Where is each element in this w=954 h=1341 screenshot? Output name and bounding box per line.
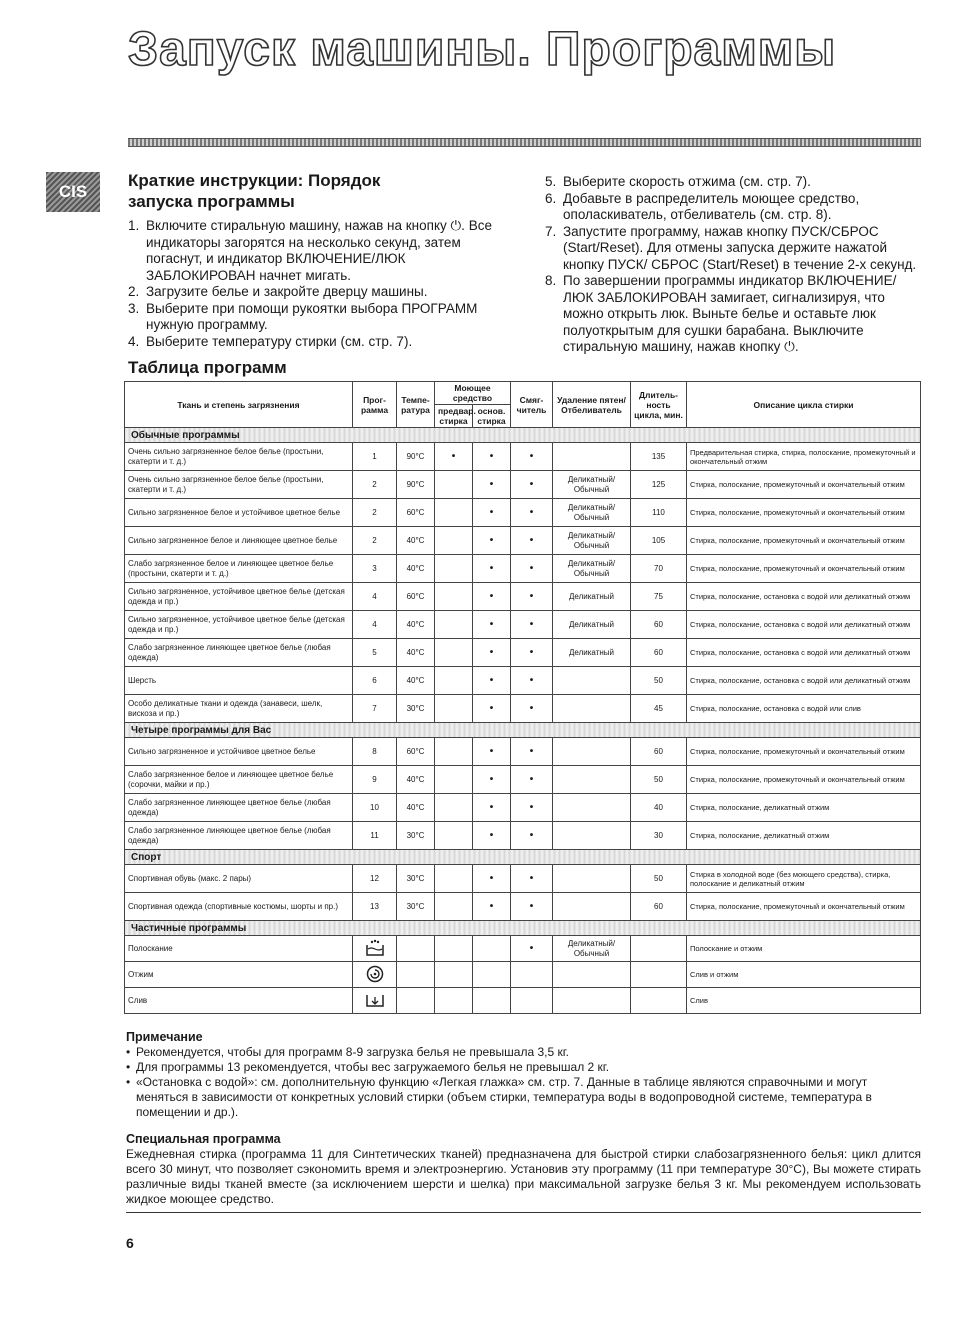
table-row	[125, 695, 921, 723]
cell-program: 10	[353, 794, 397, 822]
step-number: 8.	[545, 273, 557, 288]
cell-fabric: Слабо загрязненное линяющее цветное белье (любая одежда)	[125, 794, 353, 822]
cell-softener: •	[511, 936, 553, 962]
cell-program	[353, 962, 397, 988]
table-row	[125, 865, 921, 893]
cell-main-wash: •	[473, 695, 511, 723]
cell-fabric: Спортивная одежда (спортивные костюмы, шорты и пр.)	[125, 893, 353, 921]
step-text: Запустите программу, нажав кнопку ПУСК/СБРОС (Start/Reset). Для отмены запуска держите нажатой кнопку ПУСК/ СБРОС (Start/Reset) в течение 2-х секунд.	[563, 223, 917, 272]
cell-softener: •	[511, 555, 553, 583]
cell-fabric: Сильно загрязненное, устойчивое цветное белье (детская одежда и пр.)	[125, 583, 353, 611]
cell-softener: •	[511, 527, 553, 555]
cell-duration	[631, 988, 687, 1014]
steps-list-left	[128, 218, 508, 350]
cell-description: Стирка, полоскание, промежуточный и окончательный отжим	[687, 738, 921, 766]
cell-program: 6	[353, 667, 397, 695]
cell-main-wash	[473, 988, 511, 1014]
cell-softener: •	[511, 822, 553, 850]
cell-program: 4	[353, 611, 397, 639]
table-row	[125, 766, 921, 794]
table-group-row	[125, 428, 921, 443]
cell-softener: •	[511, 667, 553, 695]
header-desc: Описание цикла стирки	[687, 382, 921, 428]
cell-main-wash: •	[473, 555, 511, 583]
cell-stain	[553, 865, 631, 893]
header-temp: Темпе-ратура	[397, 382, 435, 428]
cell-program	[353, 936, 397, 962]
cell-temp: 40°C	[397, 555, 435, 583]
cell-prewash	[435, 936, 473, 962]
cell-prewash	[435, 527, 473, 555]
table-row	[125, 822, 921, 850]
table-row	[125, 639, 921, 667]
cell-description: Слив и отжим	[687, 962, 921, 988]
cell-fabric: Сильно загрязненное, устойчивое цветное белье (детская одежда и пр.)	[125, 611, 353, 639]
cell-temp: 40°C	[397, 611, 435, 639]
cell-stain: Деликатный/ Обычный	[553, 555, 631, 583]
cell-program: 2	[353, 499, 397, 527]
step-item	[545, 191, 921, 224]
cell-temp	[397, 962, 435, 988]
quick-heading-line1: Краткие инструкции: Порядок	[128, 171, 381, 190]
table-row	[125, 962, 921, 988]
table-row	[125, 738, 921, 766]
title-rule	[128, 138, 921, 147]
cell-prewash	[435, 738, 473, 766]
cell-main-wash: •	[473, 822, 511, 850]
cell-stain	[553, 794, 631, 822]
cell-stain	[553, 695, 631, 723]
cell-softener	[511, 962, 553, 988]
cell-temp: 90°C	[397, 471, 435, 499]
cell-duration: 50	[631, 865, 687, 893]
cell-temp: 60°C	[397, 583, 435, 611]
cell-prewash	[435, 822, 473, 850]
cell-description: Стирка, полоскание, остановка с водой или деликатный отжим	[687, 583, 921, 611]
cell-fabric: Полоскание	[125, 936, 353, 962]
cell-main-wash: •	[473, 738, 511, 766]
step-item	[545, 273, 921, 356]
cell-duration: 45	[631, 695, 687, 723]
cell-main-wash: •	[473, 611, 511, 639]
step-number: 1.	[128, 218, 140, 233]
cell-prewash	[435, 794, 473, 822]
cell-fabric: Отжим	[125, 962, 353, 988]
cell-prewash	[435, 667, 473, 695]
cell-description: Стирка, полоскание, промежуточный и окончательный отжим	[687, 893, 921, 921]
cell-duration: 125	[631, 471, 687, 499]
cell-prewash: •	[435, 443, 473, 471]
cell-program: 12	[353, 865, 397, 893]
step-item	[545, 224, 921, 274]
group-name: Спорт	[125, 850, 921, 865]
cell-softener: •	[511, 499, 553, 527]
cell-duration: 135	[631, 443, 687, 471]
note-heading: Примечание	[126, 1030, 203, 1044]
cell-description: Стирка, полоскание, остановка с водой или деликатный отжим	[687, 639, 921, 667]
cell-softener: •	[511, 611, 553, 639]
cell-description: Стирка в холодной воде (без моющего средства), стирка, полоскание и деликатный отжим	[687, 865, 921, 893]
bullet: •	[126, 1075, 131, 1089]
cell-main-wash: •	[473, 639, 511, 667]
cell-description: Стирка, полоскание, остановка с водой или деликатный отжим	[687, 611, 921, 639]
cell-main-wash: •	[473, 794, 511, 822]
cell-description: Стирка, полоскание, промежуточный и окончательный отжим	[687, 527, 921, 555]
group-name: Частичные программы	[125, 921, 921, 936]
cell-stain	[553, 893, 631, 921]
programs-table	[124, 381, 921, 1014]
cell-main-wash: •	[473, 667, 511, 695]
cell-stain: Деликатный/ Обычный	[553, 936, 631, 962]
cell-prewash	[435, 695, 473, 723]
cell-duration: 70	[631, 555, 687, 583]
step-text: Загрузите белье и закройте дверцу машины.	[146, 284, 428, 299]
cell-temp: 60°C	[397, 499, 435, 527]
step-item	[128, 218, 508, 284]
cell-program: 1	[353, 443, 397, 471]
table-row	[125, 527, 921, 555]
cell-program: 2	[353, 471, 397, 499]
cell-temp: 30°C	[397, 865, 435, 893]
step-number: 3.	[128, 300, 140, 316]
note-item	[126, 1060, 921, 1075]
bullet: •	[126, 1045, 131, 1059]
cell-temp: 90°C	[397, 443, 435, 471]
cell-duration: 60	[631, 893, 687, 921]
cell-prewash	[435, 583, 473, 611]
note-item	[126, 1045, 921, 1060]
cell-description: Стирка, полоскание, промежуточный и окончательный отжим	[687, 766, 921, 794]
cell-stain: Деликатный	[553, 639, 631, 667]
table-row	[125, 667, 921, 695]
cell-temp: 40°C	[397, 639, 435, 667]
cell-fabric: Слабо загрязненное белое и линяющее цветное белье (сорочки, майки и пр.)	[125, 766, 353, 794]
table-row	[125, 936, 921, 962]
cell-softener: •	[511, 443, 553, 471]
note-text: «Остановка с водой»: см. дополнительную функцию «Легкая глажка» см. стр. 7. Данные в таблице являются справочными и могут меняться в зависимости от конкретных условий стирки (объем стирки, температура воды в водопроводной системе, температура в помещении и др.).	[136, 1075, 872, 1119]
cell-duration: 105	[631, 527, 687, 555]
cell-duration: 60	[631, 738, 687, 766]
group-name: Обычные программы	[125, 428, 921, 443]
special-text: Ежедневная стирка (программа 11 для Синтетических тканей) предназначена для быстрой стирки слабозагрязненного белья: цикл длится всего 30 минут, что позволяет сэкономить время и электроэнергию. Установив эту программу (11 при температуре 30°C), Вы можете стирать различные виды тканей вместе (за исключением шерсти и шелка) при максимальной загрузке белья 3 кг. Мы рекомендуем использовать жидкое моющее средство.	[126, 1147, 921, 1206]
cell-description: Стирка, полоскание, деликатный отжим	[687, 822, 921, 850]
cell-prewash	[435, 865, 473, 893]
step-number: 4.	[128, 333, 140, 349]
cell-main-wash: •	[473, 583, 511, 611]
cell-softener: •	[511, 893, 553, 921]
cell-stain	[553, 822, 631, 850]
page-number: 6	[126, 1235, 134, 1251]
cell-softener: •	[511, 865, 553, 893]
group-name: Четыре программы для Вас	[125, 723, 921, 738]
header-duration: Длитель-ность цикла, мин.	[631, 382, 687, 428]
cell-program: 8	[353, 738, 397, 766]
steps-list-right	[545, 174, 921, 356]
header-main: основ. стирка	[473, 405, 511, 428]
cell-program: 9	[353, 766, 397, 794]
cell-prewash	[435, 988, 473, 1014]
cell-duration: 30	[631, 822, 687, 850]
cell-description: Стирка, полоскание, промежуточный и окончательный отжим	[687, 555, 921, 583]
step-number: 6.	[545, 190, 557, 206]
cell-duration: 60	[631, 639, 687, 667]
step-number: 5.	[545, 174, 557, 189]
cell-softener: •	[511, 738, 553, 766]
language-tab: CIS	[46, 172, 100, 212]
cell-stain	[553, 988, 631, 1014]
cell-duration: 50	[631, 766, 687, 794]
step-text: Включите стиральную машину, нажав на кнопку ⏻. Все индикаторы загорятся на несколько секунд, затем погаснут, и индикатор ВКЛЮЧЕНИЕ/ЛЮК ЗАБЛОКИРОВАН начнет мигать.	[146, 218, 492, 283]
note-text: Для программы 13 рекомендуется, чтобы вес загружаемого белья не превышал 2 кг.	[136, 1060, 610, 1074]
cell-stain: Деликатный	[553, 611, 631, 639]
table-title: Таблица программ	[128, 358, 287, 377]
cell-stain	[553, 667, 631, 695]
cell-duration: 75	[631, 583, 687, 611]
cell-temp: 60°C	[397, 738, 435, 766]
table-row	[125, 471, 921, 499]
table-group-row	[125, 723, 921, 738]
header-program: Прог-рамма	[353, 382, 397, 428]
cell-stain: Деликатный/ Обычный	[553, 527, 631, 555]
cell-fabric: Слабо загрязненное линяющее цветное белье (любая одежда)	[125, 822, 353, 850]
special-heading: Специальная программа	[126, 1132, 281, 1146]
cell-fabric: Слив	[125, 988, 353, 1014]
step-number: 7.	[545, 223, 557, 239]
cell-softener: •	[511, 583, 553, 611]
cell-main-wash: •	[473, 865, 511, 893]
header-stain: Удаление пятен/ Отбеливатель	[553, 382, 631, 428]
cell-stain	[553, 962, 631, 988]
quick-heading-line2: запуска программы	[128, 192, 295, 211]
cell-softener	[511, 988, 553, 1014]
cell-softener: •	[511, 639, 553, 667]
cell-main-wash: •	[473, 443, 511, 471]
cell-stain	[553, 766, 631, 794]
header-detergent: Моющее средство	[435, 382, 511, 405]
cell-fabric: Очень сильно загрязненное белое белье (простыни, скатерти и т. д.)	[125, 471, 353, 499]
cell-main-wash: •	[473, 766, 511, 794]
rinse-icon	[365, 939, 385, 959]
step-item	[128, 284, 508, 301]
cell-duration: 50	[631, 667, 687, 695]
page-title: Запуск машины. Программы	[128, 23, 837, 76]
footer-rule	[126, 1212, 921, 1213]
cell-program: 13	[353, 893, 397, 921]
cell-prewash	[435, 611, 473, 639]
cell-duration: 60	[631, 611, 687, 639]
cell-fabric: Слабо загрязненное линяющее цветное белье (любая одежда)	[125, 639, 353, 667]
cell-prewash	[435, 499, 473, 527]
cell-main-wash	[473, 962, 511, 988]
bullet: •	[126, 1060, 131, 1074]
cell-prewash	[435, 766, 473, 794]
cell-program: 11	[353, 822, 397, 850]
cell-main-wash: •	[473, 893, 511, 921]
cell-softener: •	[511, 766, 553, 794]
quick-heading	[128, 170, 508, 212]
table-group-row	[125, 921, 921, 936]
cell-description: Предварительная стирка, стирка, полоскание, промежуточный и окончательный отжим	[687, 443, 921, 471]
special-program-section	[126, 1132, 921, 1207]
cell-fabric: Особо деликатные ткани и одежда (занавеси, шелк, вискоза и пр.)	[125, 695, 353, 723]
cell-duration: 110	[631, 499, 687, 527]
step-text: По завершении программы индикатор ВКЛЮЧЕНИЕ/ЛЮК ЗАБЛОКИРОВАН замигает, сигнализируя, что можно открыть люк. Выньте белье и оставьте люк полуоткрытым для сушки барабана. Выключите стиральную машину, нажав кнопку ⏻.	[563, 273, 897, 354]
cell-duration	[631, 962, 687, 988]
cell-description: Стирка, полоскание, остановка с водой или деликатный отжим	[687, 667, 921, 695]
cell-main-wash: •	[473, 527, 511, 555]
table-row	[125, 611, 921, 639]
table-row	[125, 499, 921, 527]
cell-softener: •	[511, 794, 553, 822]
table-group-row	[125, 850, 921, 865]
header-fabric: Ткань и степень загрязнения	[125, 382, 353, 428]
cell-temp: 30°C	[397, 822, 435, 850]
cell-stain	[553, 738, 631, 766]
spin-icon	[366, 965, 384, 985]
cell-description: Стирка, полоскание, промежуточный и окончательный отжим	[687, 499, 921, 527]
note-section	[126, 1030, 921, 1120]
cell-description: Стирка, полоскание, остановка с водой или слив	[687, 695, 921, 723]
table-row	[125, 443, 921, 471]
drain-icon	[365, 991, 385, 1011]
table-row	[125, 583, 921, 611]
step-text: Выберите температуру стирки (см. стр. 7).	[146, 333, 413, 349]
note-text: Рекомендуется, чтобы для программ 8-9 загрузка белья не превышала 3,5 кг.	[136, 1045, 569, 1059]
step-number: 2.	[128, 284, 140, 299]
step-text: Добавьте в распределитель моющее средство, ополаскиватель, отбеливатель (см. стр. 8).	[563, 190, 860, 222]
step-item	[128, 334, 508, 351]
cell-duration	[631, 936, 687, 962]
cell-main-wash	[473, 936, 511, 962]
table-row	[125, 555, 921, 583]
cell-temp: 40°C	[397, 527, 435, 555]
cell-temp	[397, 936, 435, 962]
cell-temp: 30°C	[397, 893, 435, 921]
cell-softener: •	[511, 471, 553, 499]
cell-program	[353, 988, 397, 1014]
cell-description: Стирка, полоскание, деликатный отжим	[687, 794, 921, 822]
note-list	[126, 1045, 921, 1120]
cell-program: 3	[353, 555, 397, 583]
cell-fabric: Сильно загрязненное белое и устойчивое цветное белье	[125, 499, 353, 527]
cell-main-wash: •	[473, 471, 511, 499]
cell-program: 2	[353, 527, 397, 555]
header-softener: Смяг-читель	[511, 382, 553, 428]
cell-description: Слив	[687, 988, 921, 1014]
cell-prewash	[435, 639, 473, 667]
quick-instructions-left	[128, 170, 508, 350]
cell-stain	[553, 443, 631, 471]
cell-temp: 30°C	[397, 695, 435, 723]
cell-description: Полоскание и отжим	[687, 936, 921, 962]
cell-program: 4	[353, 583, 397, 611]
quick-instructions-right	[545, 174, 921, 356]
cell-stain: Деликатный/ Обычный	[553, 471, 631, 499]
cell-fabric: Шерсть	[125, 667, 353, 695]
step-item	[128, 301, 508, 334]
cell-fabric: Очень сильно загрязненное белое белье (простыни, скатерти и т. д.)	[125, 443, 353, 471]
cell-temp	[397, 988, 435, 1014]
table-row	[125, 893, 921, 921]
cell-prewash	[435, 555, 473, 583]
cell-softener: •	[511, 695, 553, 723]
cell-program: 7	[353, 695, 397, 723]
cell-main-wash: •	[473, 499, 511, 527]
cell-temp: 40°C	[397, 794, 435, 822]
cell-fabric: Спортивная обувь (макс. 2 пары)	[125, 865, 353, 893]
cell-fabric: Сильно загрязненное и устойчивое цветное белье	[125, 738, 353, 766]
header-prewash: предвар. стирка	[435, 405, 473, 428]
table-row	[125, 988, 921, 1014]
cell-prewash	[435, 893, 473, 921]
cell-temp: 40°C	[397, 667, 435, 695]
cell-duration: 40	[631, 794, 687, 822]
step-item	[545, 174, 921, 191]
note-item	[126, 1075, 921, 1120]
programs-table-body	[125, 428, 921, 1014]
cell-prewash	[435, 471, 473, 499]
cell-prewash	[435, 962, 473, 988]
table-row	[125, 794, 921, 822]
cell-program: 5	[353, 639, 397, 667]
step-text: Выберите скорость отжима (см. стр. 7).	[563, 174, 811, 189]
cell-stain: Деликатный	[553, 583, 631, 611]
cell-stain: Деликатный/ Обычный	[553, 499, 631, 527]
step-text: Выберите при помощи рукоятки выбора ПРОГРАММ нужную программу.	[146, 300, 478, 332]
cell-temp: 40°C	[397, 766, 435, 794]
cell-fabric: Сильно загрязненное белое и линяющее цветное белье	[125, 527, 353, 555]
cell-fabric: Слабо загрязненное белое и линяющее цветное белье (простыни, скатерти и т. д.)	[125, 555, 353, 583]
cell-description: Стирка, полоскание, промежуточный и окончательный отжим	[687, 471, 921, 499]
